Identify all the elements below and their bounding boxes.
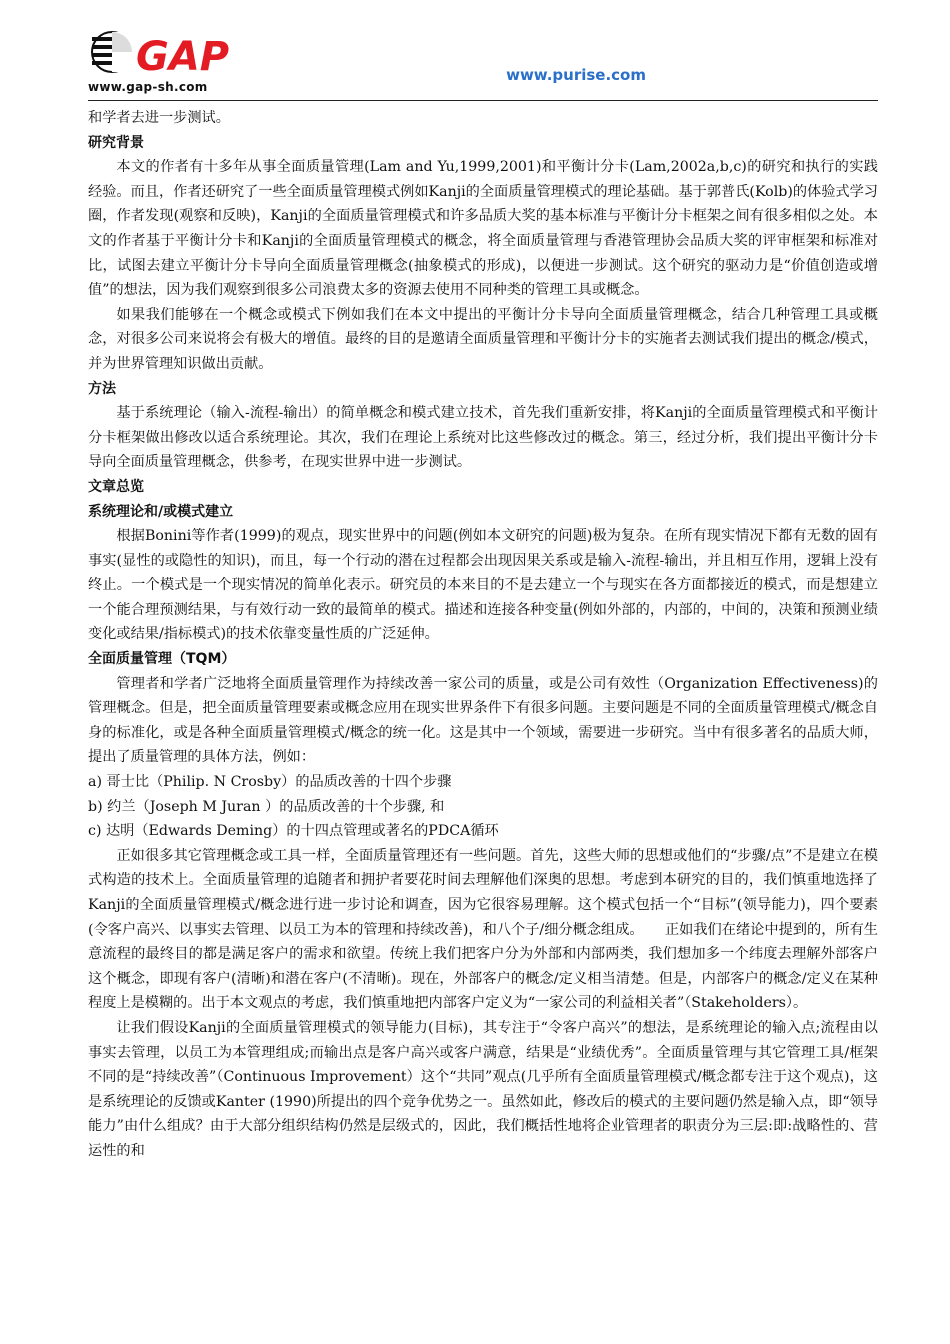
globe-icon xyxy=(92,32,134,72)
list-item: b) 约兰（Joseph M Juran ）的品质改善的十个步骤, 和 xyxy=(88,798,445,815)
heading-tqm: 全面质量管理（TQM） xyxy=(88,651,236,668)
page-header xyxy=(88,28,878,100)
heading-method: 方法 xyxy=(88,380,116,397)
logo-wordmark: GAP xyxy=(136,34,230,80)
paragraph: 基于系统理论（输入-流程-输出）的简单概念和模式建立技术，首先我们重新安排，将Kanji的全面质量管理模式和平衡计分卡框架做出修改以适合系统理论。其次，我们在理论上系统对比这些修改过的概念。第三，经过分析，我们提出平衡计分卡导向全面质量管理概念，供参考，在现实世界中进一步测试。 xyxy=(88,405,878,471)
paragraph: 管理者和学者广泛地将全面质量管理作为持续改善一家公司的质量，或是公司有效性（Organization Effectiveness)的管理概念。但是，把全面质量管理要素或概念应用在现实世界条件下有很多问题。主要问题是不同的全面质量管理模式/概念自身的标准化，或是各种全面质量管理模式/概念的统一化。这是其中一个领域，需要进一步研究。当中有很多著名的品质大师，提出了质量管理的具体方法，例如： xyxy=(88,675,878,766)
header-divider xyxy=(88,100,878,101)
paragraph: 正如很多其它管理概念或工具一样，全面质量管理还有一些问题。首先，这些大师的思想或他们的“步骤/点”不是建立在模式构造的技术上。全面质量管理的追随者和拥护者要花时间去理解他们深奥的思想。考虑到本研究的目的，我们慎重地选择了Kanji的全面质量管理模式/概念进行进一步讨论和调查，因为它很容易理解。这个模式包括一个“目标”(领导能力)，四个要素(令客户高兴、以事实去管理、以员工为本的管理和持续改善)，和八个子/细分概念组成。 正如我们在绪论中提到的，所有生意流程的最终目的都是满足客户的需求和欲望。传统上我们把客户分为外部和内部两类，我们想加多一个纬度去理解外部客户这个概念，即现有客户(清晰)和潜在客户(不清晰)。现在，外部客户的概念/定义相当清楚。但是，内部客户的概念/定义在某种程度上是模糊的。出于本文观点的考虑，我们慎重地把内部客户定义为“一家公司的利益相关者”（Stakeholders）。 xyxy=(88,847,878,1012)
heading-research-background: 研究背景 xyxy=(88,134,144,151)
heading-overview: 文章总览 xyxy=(88,478,144,495)
paragraph-continuation: 和学者去进一步测试。 xyxy=(88,110,230,126)
paragraph: 如果我们能够在一个概念或模式下例如我们在本文中提出的平衡计分卡导向全面质量管理概念，结合几种管理工具或概念，对很多公司来说将会有极大的增值。最终的目的是邀请全面质量管理和平衡计分卡的实施者去测试我们提出的概念/模式，并为世界管理知识做出贡献。 xyxy=(88,306,878,372)
paragraph: 让我们假设Kanji的全面质量管理模式的领导能力(目标)，其专注于“令客户高兴”的想法，是系统理论的输入点;流程由以事实去管理，以员工为本管理组成;而输出点是客户高兴或客户满意，结果是“业绩优秀”。全面质量管理与其它管理工具/框架不同的是“持续改善”（Continuous Improvement）这个“共同”观点(几乎所有全面质量管理模式/概念都专注于这个观点)，这是系统理论的反馈或Kanter (1990)所提出的四个竞争优势之一。虽然如此，修改后的模式的主要问题仍然是输入点，即“领导能力”由什么组成？由于大部分组织结构仍然是层级式的，因此，我们概括性地将企业管理者的职责分为三层:即:战略性的、营运性的和 xyxy=(88,1019,878,1159)
document-body xyxy=(88,106,878,1164)
list-item: c) 达明（Edwards Deming）的十四点管理或著名的PDCA循环 xyxy=(88,823,499,840)
gap-logo-graphic xyxy=(88,28,258,80)
paragraph: 本文的作者有十多年从事全面质量管理(Lam and Yu,1999,2001)和平衡计分卡(Lam,2002a,b,c)的研究和执行的实践经验。而且，作者还研究了一些全面质量管理模式例如Kanji的全面质量管理模式的理论基础。基于郭普氏(Kolb)的体验式学习圈，作者发现(观察和反映)，Kanji的全面质量管理模式和许多品质大奖的基本标准与平衡计分卡框架之间有很多相似之处。本文的作者基于平衡计分卡和Kanji的全面质量管理模式的概念，将全面质量管理与香港管理协会品质大奖的评审框架和标准对比，试图去建立平衡计分卡导向全面质量管理概念(抽象模式的形成)，以便进一步测试。这个研究的驱动力是“价值创造或增值”的想法，因为我们观察到很多公司浪费太多的资源去使用不同种类的管理工具或概念。 xyxy=(88,159,878,299)
heading-systems-theory: 系统理论和/或模式建立 xyxy=(88,503,234,520)
paragraph: 根据Bonini等作者(1999)的观点，现实世界中的问题(例如本文研究的问题)极为复杂。在所有现实情况下都有无数的固有事实(显性的或隐性的知识)，而且，每一个行动的潜在过程都会出现因果关系或是输入-流程-输出，并且相互作用，逻辑上没有终止。一个模式是一个现实情况的简单化表示。研究员的本来目的不是去建立一个与现实在各方面都接近的模式，而是想建立一个能合理预测结果，与有效行动一致的最简单的模式。描述和连接各种变量(例如外部的，内部的，中间的，决策和预测业绩变化或结果/指标模式)的技术依靠变量性质的广泛延伸。 xyxy=(88,528,878,643)
list-item: a) 哥士比（Philip. N Crosby）的品质改善的十四个步骤 xyxy=(88,774,452,791)
site-url-link[interactable]: www.purise.com xyxy=(506,66,646,84)
logo-url: www.gap-sh.com xyxy=(88,80,208,94)
